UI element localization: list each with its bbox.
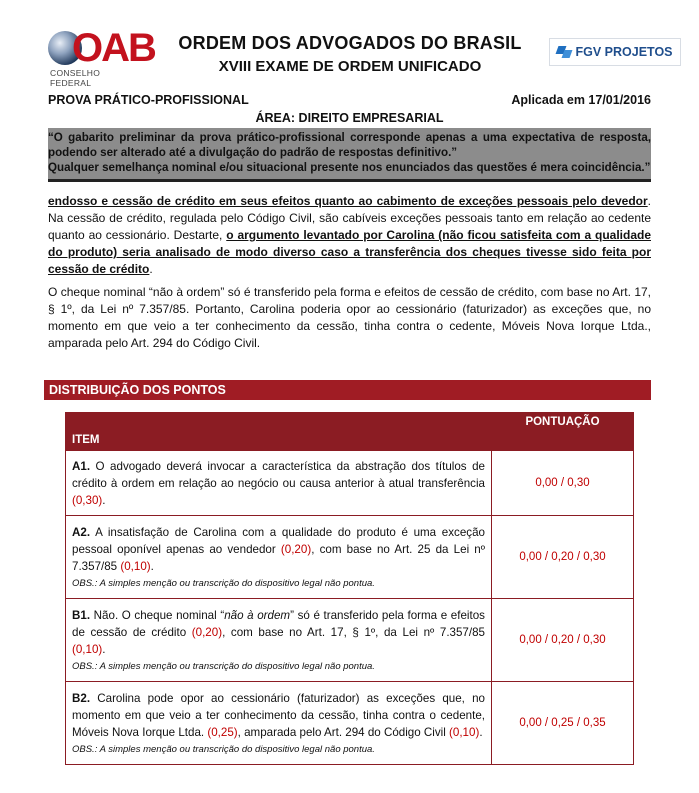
item-points: (0,10): [449, 726, 480, 739]
column-header-score: PONTUAÇÃO: [492, 413, 634, 451]
item-text: .: [479, 726, 483, 739]
oab-logo-letters: OAB: [72, 26, 155, 70]
exam-meta-row: [48, 93, 651, 109]
item-points: (0,10): [120, 560, 151, 573]
item-text: O advogado deverá invocar a característica da abstração dos títulos de crédito à ordem em relação ao negócio ou causa anterior à atual transferência: [72, 459, 485, 490]
item-code: A2.: [72, 526, 91, 539]
item-text: Carolina pode opor ao cessionário (faturizador) as exceções que, no momento em que veio a ter conhecimento da cessão, tinha contra o cedente, Móveis Nova Iorque Ltda.: [72, 692, 485, 739]
item-text: ” só é transferido pela forma e efeitos de cessão de crédito: [72, 609, 485, 639]
score-cell: 0,00 / 0,20 / 0,30: [492, 599, 634, 682]
item-text: .: [102, 643, 106, 656]
item-text: Não. O cheque nominal “: [90, 609, 225, 622]
column-header-item: ITEM: [66, 413, 492, 451]
fgv-mark-icon: [557, 46, 571, 58]
disclaimer-line-1: “O gabarito preliminar da prova prático-profissional corresponde apenas a uma expectativa de resposta, podendo ser alterado até a divulgação do padrão de respostas definitivo.”: [48, 131, 651, 159]
item-code: B1.: [72, 609, 91, 622]
item-text: .: [102, 493, 106, 507]
answer-paragraph-1: [48, 193, 651, 278]
item-points: (0,20): [191, 626, 223, 639]
table-row: [66, 599, 634, 682]
answer-emphasis-2: o argumento levantado por Carolina (não ficou satisfeita com a qualidade do produto) seria analisado de modo diverso caso a transferência dos cheques tivesse sido feita por cessão de crédito: [48, 228, 651, 276]
score-cell: 0,00 / 0,30: [492, 451, 634, 516]
disclaimer-box: [48, 128, 651, 182]
item-cell: [66, 599, 492, 682]
score-cell: 0,00 / 0,25 / 0,35: [492, 682, 634, 765]
item-points: (0,25): [207, 726, 238, 739]
item-text: , com base no Art. 17, § 1º, da Lei nº 7.357/85: [222, 626, 485, 639]
item-text: , amparada pelo Art. 294 do Código Civil: [237, 726, 450, 739]
item-text-italic: não à ordem: [224, 609, 291, 622]
oab-logo: [44, 26, 155, 88]
exam-type: PROVA PRÁTICO-PROFISSIONAL: [48, 93, 249, 107]
table-row: [66, 451, 634, 516]
disclaimer-line-2: Qualquer semelhança nominal e/ou situacional presente nos enunciados das questões é mera coincidência.”: [48, 161, 651, 174]
answer-emphasis-1: endosso e cessão de crédito em seus efeitos quanto ao cabimento de exceções pessoais pelo devedor: [48, 194, 648, 208]
item-code: B2.: [72, 692, 91, 705]
table-header-row: [66, 413, 634, 451]
item-text: A insatisfação de Carolina com a qualidade do produto é uma exceção pessoal oponível apenas ao vendedor: [72, 526, 485, 556]
fgv-logo-text: FGV PROJETOS: [575, 45, 673, 59]
exam-area: ÁREA: DIREITO EMPRESARIAL: [255, 111, 444, 125]
answer-paragraph-2: O cheque nominal “não à ordem” só é transferido pela forma e efeitos de cessão de crédito, com base no Art. 17, § 1º, da Lei nº 7.357/85. Portanto, Carolina poderia opor ao cessionário (faturizador) as exceções que, no momento em que veio a ter conhecimento da cessão, tinha contra o cedente, Móveis Nova Iorque Ltda., amparada pelo Art. 294 do Código Civil.: [48, 285, 651, 350]
item-text: , com base no Art. 25 da Lei nº 7.357/85: [72, 543, 485, 573]
item-cell: [66, 516, 492, 599]
section-title: DISTRIBUIÇÃO DOS PONTOS: [44, 380, 651, 400]
item-note: OBS.: A simples menção ou transcrição do dispositivo legal não pontua.: [72, 661, 375, 672]
document-title: ORDEM DOS ADVOGADOS DO BRASIL: [178, 33, 522, 53]
item-points: (0,20): [280, 543, 312, 556]
points-table: [65, 412, 634, 765]
item-points: (0,10): [72, 643, 103, 656]
fgv-logo: [549, 38, 681, 66]
answer-text: [48, 193, 651, 358]
item-cell: [66, 682, 492, 765]
item-text: .: [150, 560, 154, 573]
table-row: [66, 682, 634, 765]
item-note: OBS.: A simples menção ou transcrição do dispositivo legal não pontua.: [72, 744, 375, 755]
answer-text-1-end: .: [149, 262, 153, 276]
item-code: A1.: [72, 459, 91, 473]
table-row: [66, 516, 634, 599]
item-note: OBS.: A simples menção ou transcrição do dispositivo legal não pontua.: [72, 578, 375, 589]
application-date: Aplicada em 17/01/2016: [511, 93, 651, 107]
oab-logo-subtitle: CONSELHO FEDERAL: [50, 68, 101, 88]
item-cell: [66, 451, 492, 516]
score-cell: 0,00 / 0,20 / 0,30: [492, 516, 634, 599]
answer-text-1: . Na cessão de crédito, regulada pelo Código Civil, são cabíveis exceções pessoais tanto em relação ao cedente quanto ao cessionário. Destarte,: [48, 194, 651, 242]
page-header: [0, 0, 699, 90]
document-subtitle: XVIII EXAME DE ORDEM UNIFICADO: [218, 58, 482, 75]
item-points: (0,30): [72, 493, 103, 507]
